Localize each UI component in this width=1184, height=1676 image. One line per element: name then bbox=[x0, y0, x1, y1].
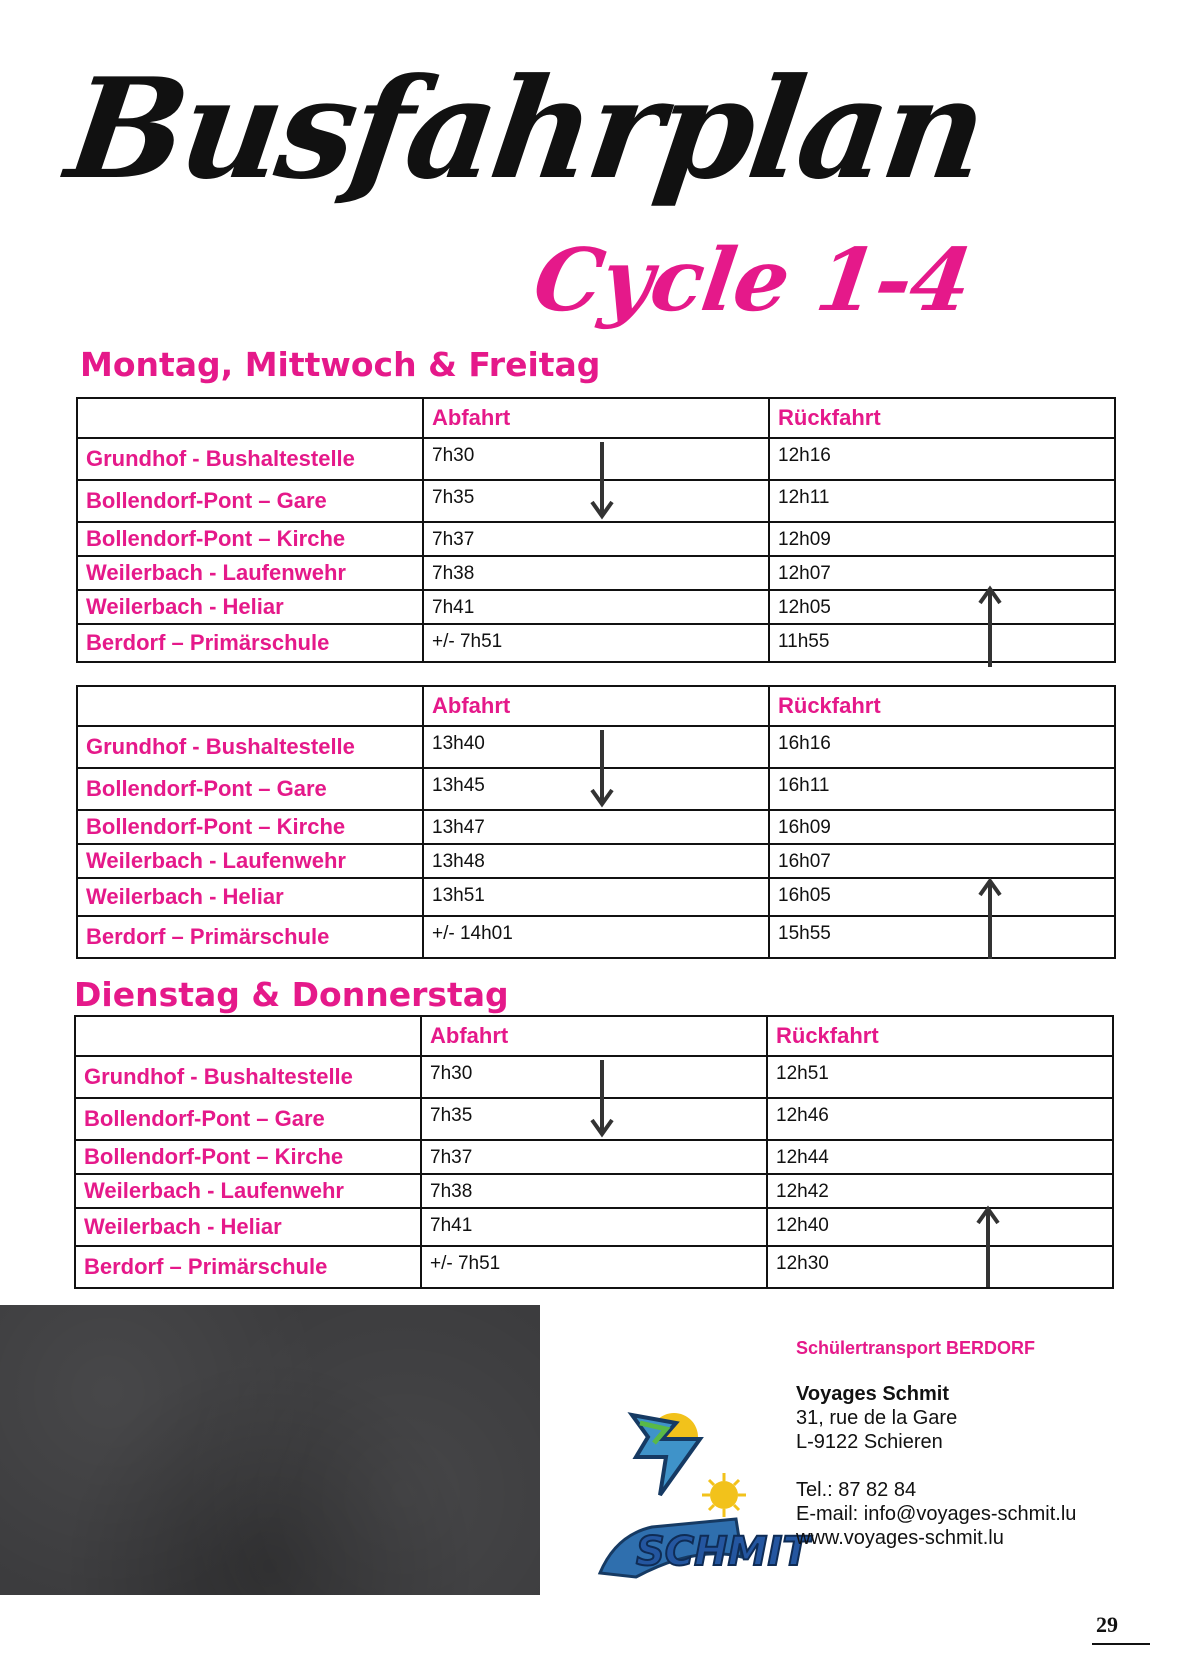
address-street: 31, rue de la Gare bbox=[796, 1407, 958, 1429]
stop-name: Weilerbach - Laufenwehr bbox=[77, 844, 423, 878]
return-time: 12h09 bbox=[769, 522, 1115, 556]
table-row bbox=[77, 844, 1115, 878]
departure-time: 7h35 bbox=[423, 480, 769, 522]
table-row bbox=[77, 522, 1115, 556]
header-departure: Abfahrt bbox=[423, 686, 769, 726]
page-number: 29 bbox=[1096, 1612, 1118, 1637]
header-departure: Abfahrt bbox=[421, 1016, 767, 1056]
stop-name: Bollendorf-Pont – Kirche bbox=[75, 1140, 421, 1174]
brand-label: Schülertransport BERDORF bbox=[796, 1338, 1036, 1358]
departure-time: 7h30 bbox=[421, 1056, 767, 1098]
address-city: L-9122 Schieren bbox=[796, 1431, 943, 1453]
departure-time: 7h41 bbox=[421, 1208, 767, 1246]
arrow-down-icon bbox=[590, 1058, 614, 1138]
header-stop bbox=[77, 398, 423, 438]
stop-name: Berdorf – Primärschule bbox=[77, 624, 423, 662]
stop-name: Grundhof - Bushaltestelle bbox=[75, 1056, 421, 1098]
table-row bbox=[77, 556, 1115, 590]
stop-name: Bollendorf-Pont – Kirche bbox=[77, 522, 423, 556]
arrow-down-icon bbox=[590, 440, 614, 520]
table-row bbox=[77, 916, 1115, 958]
departure-time: 7h38 bbox=[421, 1174, 767, 1208]
stop-name: Bollendorf-Pont – Kirche bbox=[77, 810, 423, 844]
return-time: 16h05 bbox=[769, 878, 1115, 916]
return-time: 12h07 bbox=[769, 556, 1115, 590]
return-time: 16h09 bbox=[769, 810, 1115, 844]
header-return: Rückfahrt bbox=[769, 686, 1115, 726]
table-row bbox=[75, 1208, 1113, 1246]
stop-name: Berdorf – Primärschule bbox=[75, 1246, 421, 1288]
page-title: Busfahrplan bbox=[58, 47, 993, 210]
voyages-schmit-logo bbox=[596, 1395, 810, 1595]
table-row bbox=[75, 1174, 1113, 1208]
stop-name: Weilerbach - Heliar bbox=[75, 1208, 421, 1246]
stop-name: Weilerbach - Heliar bbox=[77, 590, 423, 624]
page-subtitle: Cycle 1-4 bbox=[527, 230, 977, 331]
stop-name: Bollendorf-Pont – Gare bbox=[75, 1098, 421, 1140]
return-time: 16h11 bbox=[769, 768, 1115, 810]
departure-time: 13h51 bbox=[423, 878, 769, 916]
return-time: 12h42 bbox=[767, 1174, 1113, 1208]
table-header-row bbox=[77, 686, 1115, 726]
table-header-row bbox=[75, 1016, 1113, 1056]
stop-name: Grundhof - Bushaltestelle bbox=[77, 726, 423, 768]
table-row bbox=[77, 878, 1115, 916]
return-time: 12h16 bbox=[769, 438, 1115, 480]
header-return: Rückfahrt bbox=[767, 1016, 1113, 1056]
stop-name: Bollendorf-Pont – Gare bbox=[77, 768, 423, 810]
header-departure: Abfahrt bbox=[423, 398, 769, 438]
departure-time: 13h45 bbox=[423, 768, 769, 810]
header-stop bbox=[77, 686, 423, 726]
stop-name: Berdorf – Primärschule bbox=[77, 916, 423, 958]
email[interactable]: E-mail: info@voyages-schmit.lu bbox=[796, 1503, 1077, 1525]
return-time: 15h55 bbox=[769, 916, 1115, 958]
return-time: 12h40 bbox=[767, 1208, 1113, 1246]
table-row bbox=[77, 590, 1115, 624]
return-time: 11h55 bbox=[769, 624, 1115, 662]
table-row bbox=[77, 624, 1115, 662]
return-time: 12h11 bbox=[769, 480, 1115, 522]
departure-time: 7h35 bbox=[421, 1098, 767, 1140]
company-name: Voyages Schmit bbox=[796, 1383, 950, 1405]
stop-name: Weilerbach - Laufenwehr bbox=[75, 1174, 421, 1208]
return-time: 12h46 bbox=[767, 1098, 1113, 1140]
sun-icon bbox=[702, 1473, 746, 1517]
arrow-up-icon bbox=[978, 585, 1002, 669]
chalkboard-image bbox=[0, 1305, 540, 1595]
stop-name: Weilerbach - Heliar bbox=[77, 878, 423, 916]
page-number-rule bbox=[1092, 1643, 1150, 1645]
departure-time: 7h30 bbox=[423, 438, 769, 480]
return-time: 12h44 bbox=[767, 1140, 1113, 1174]
departure-time: 7h37 bbox=[421, 1140, 767, 1174]
table-row bbox=[75, 1246, 1113, 1288]
table-header-row bbox=[77, 398, 1115, 438]
departure-time: +/- 7h51 bbox=[423, 624, 769, 662]
contact-block bbox=[796, 1336, 1076, 1550]
logo-text: SCHMIT bbox=[636, 1529, 810, 1575]
schedule-table-morning bbox=[76, 397, 1116, 663]
arrow-up-icon bbox=[978, 877, 1002, 961]
phone: Tel.: 87 82 84 bbox=[796, 1479, 917, 1501]
departure-time: +/- 7h51 bbox=[421, 1246, 767, 1288]
stop-name: Bollendorf-Pont – Gare bbox=[77, 480, 423, 522]
section-heading-mon-wed-fri: Montag, Mittwoch & Freitag bbox=[80, 345, 601, 384]
return-time: 12h05 bbox=[769, 590, 1115, 624]
return-time: 16h16 bbox=[769, 726, 1115, 768]
arrow-up-icon bbox=[976, 1205, 1000, 1289]
departure-time: 13h40 bbox=[423, 726, 769, 768]
schedule-table-tue-thu bbox=[74, 1015, 1114, 1289]
schedule-table-afternoon bbox=[76, 685, 1116, 959]
stop-name: Grundhof - Bushaltestelle bbox=[77, 438, 423, 480]
table-row bbox=[75, 1140, 1113, 1174]
table-row bbox=[77, 810, 1115, 844]
arrow-down-icon bbox=[590, 728, 614, 808]
departure-time: 7h41 bbox=[423, 590, 769, 624]
return-time: 12h51 bbox=[767, 1056, 1113, 1098]
header-return: Rückfahrt bbox=[769, 398, 1115, 438]
departure-time: 7h38 bbox=[423, 556, 769, 590]
departure-time: 7h37 bbox=[423, 522, 769, 556]
departure-time: 13h48 bbox=[423, 844, 769, 878]
departure-time: +/- 14h01 bbox=[423, 916, 769, 958]
return-time: 16h07 bbox=[769, 844, 1115, 878]
departure-time: 13h47 bbox=[423, 810, 769, 844]
return-time: 12h30 bbox=[767, 1246, 1113, 1288]
header-stop bbox=[75, 1016, 421, 1056]
section-heading-tue-thu: Dienstag & Donnerstag bbox=[74, 975, 509, 1014]
stop-name: Weilerbach - Laufenwehr bbox=[77, 556, 423, 590]
website[interactable]: www.voyages-schmit.lu bbox=[796, 1527, 1004, 1549]
